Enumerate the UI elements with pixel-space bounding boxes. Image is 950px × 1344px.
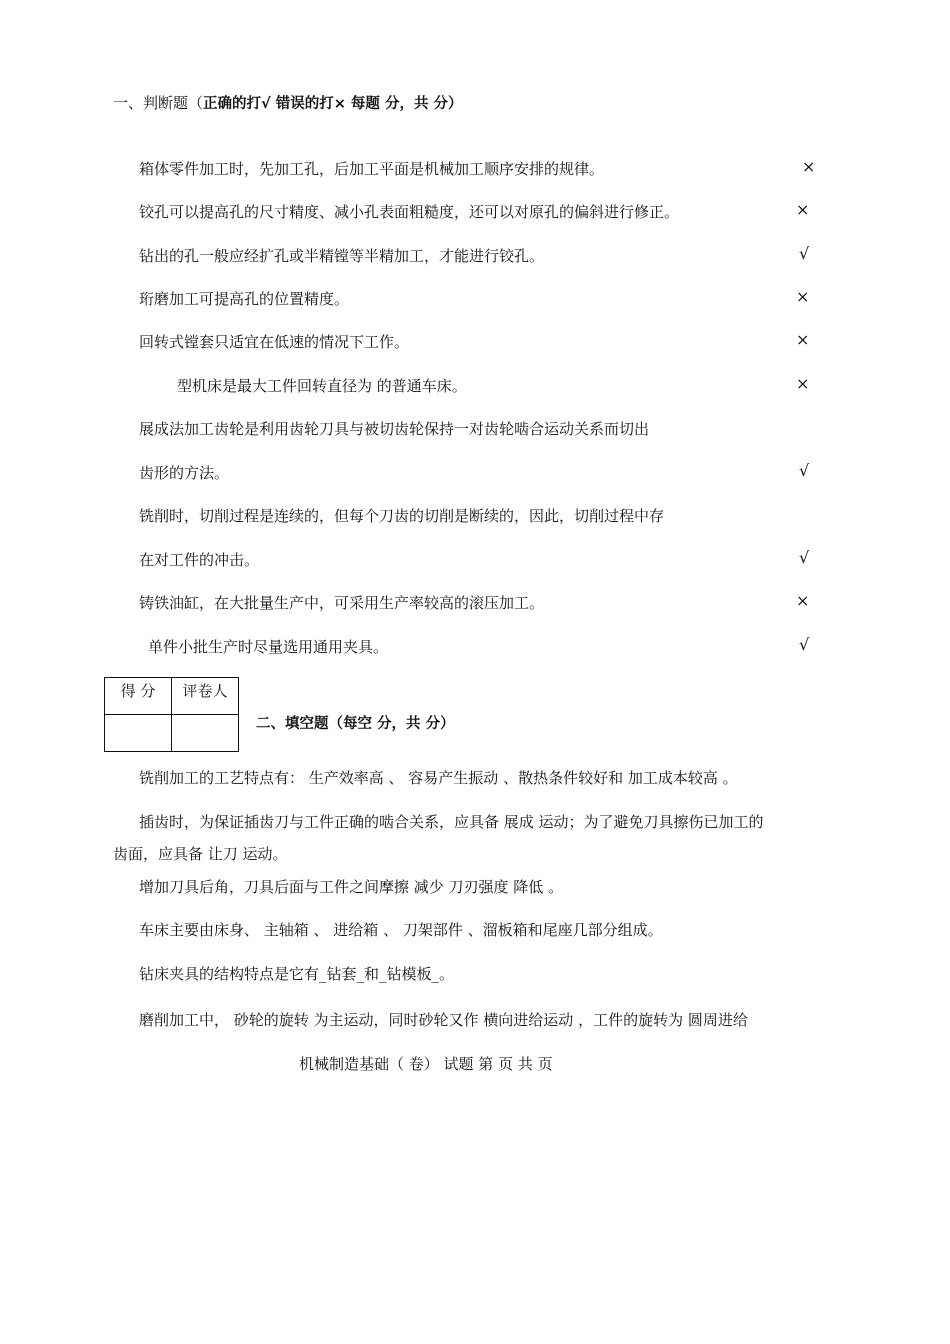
judge-item-3: 钻出的孔一般应经扩孔或半精镗等半精加工，才能进行铰孔。 xyxy=(139,247,545,265)
judge-item-6: 型机床是最大工件回转直径为 的普通车床。 xyxy=(177,377,467,395)
judge-item-7-cont: 齿形的方法。 xyxy=(139,464,230,482)
judge-mark-7: √ xyxy=(799,461,810,480)
judge-mark-8: √ xyxy=(799,548,810,567)
fill-line-1: 铣削加工的工艺特点有： 生产效率高 、 容易产生振动 、散热条件较好和 加工成本较高 。 xyxy=(139,769,738,787)
grader-cell xyxy=(172,715,239,752)
judge-item-4: 珩磨加工可提高孔的位置精度。 xyxy=(139,290,350,308)
score-header: 得 分 xyxy=(105,678,172,715)
fill-line-2: 插齿时，为保证插齿刀与工件正确的啮合关系，应具备 展成 运动；为了避免刀具擦伤已加工的 xyxy=(139,813,764,831)
judge-mark-6: × xyxy=(796,374,810,393)
judge-item-2: 铰孔可以提高孔的尺寸精度、减小孔表面粗糙度，还可以对原孔的偏斜进行修正。 xyxy=(139,203,680,221)
judge-mark-1: × xyxy=(802,157,816,176)
judge-item-5: 回转式镗套只适宜在低速的情况下工作。 xyxy=(139,333,410,351)
fill-line-2-cont: 齿面，应具备 让刀 运动。 xyxy=(113,845,288,863)
fill-line-4: 车床主要由床身、 主轴箱 、 进给箱 、 刀架部件 、溜板箱和尾座几部分组成。 xyxy=(139,921,663,939)
judge-mark-5: × xyxy=(796,330,810,349)
judge-mark-2: × xyxy=(796,200,810,219)
fill-line-6: 磨削加工中， 砂轮的旋转 为主运动，同时砂轮又作 横向进给运动 ，工件的旋转为 圆周进给 xyxy=(139,1011,748,1029)
score-table xyxy=(104,677,239,752)
judge-item-1: 箱体零件加工时，先加工孔，后加工平面是机械加工顺序安排的规律。 xyxy=(139,160,605,178)
judge-mark-10: √ xyxy=(799,635,810,654)
judge-mark-4: × xyxy=(796,287,810,306)
section1-heading-prefix: 一、判断题（ xyxy=(113,94,204,112)
judge-item-9: 铸铁油缸，在大批量生产中，可采用生产率较高的滚压加工。 xyxy=(139,594,545,612)
judge-item-10: 单件小批生产时尽量选用通用夹具。 xyxy=(148,638,389,656)
fill-line-3: 增加刀具后角，刀具后面与工件之间摩擦 减少 刀刃强度 降低 。 xyxy=(139,878,564,896)
judge-mark-9: × xyxy=(796,591,810,610)
section1-heading xyxy=(113,92,463,113)
page-footer: 机械制造基础（ 卷） 试题 第 页 共 页 xyxy=(299,1055,553,1073)
judge-item-8: 铣削时，切削过程是连续的，但每个刀齿的切削是断续的，因此，切削过程中存 xyxy=(139,507,665,525)
section2-heading: 二、填空题（每空 分，共 分） xyxy=(256,716,455,732)
judge-item-7: 展成法加工齿轮是利用齿轮刀具与被切齿轮保持一对齿轮啮合运动关系而切出 xyxy=(139,420,650,438)
grader-header: 评卷人 xyxy=(172,678,239,715)
judge-item-8-cont: 在对工件的冲击。 xyxy=(139,551,260,569)
fill-line-5: 钻床夹具的结构特点是它有_钻套_和_钻模板_。 xyxy=(139,965,455,983)
judge-mark-3: √ xyxy=(799,244,810,263)
section1-heading-rule: 正确的打√ 错误的打× 每题 分，共 分） xyxy=(203,96,463,112)
score-cell xyxy=(105,715,172,752)
